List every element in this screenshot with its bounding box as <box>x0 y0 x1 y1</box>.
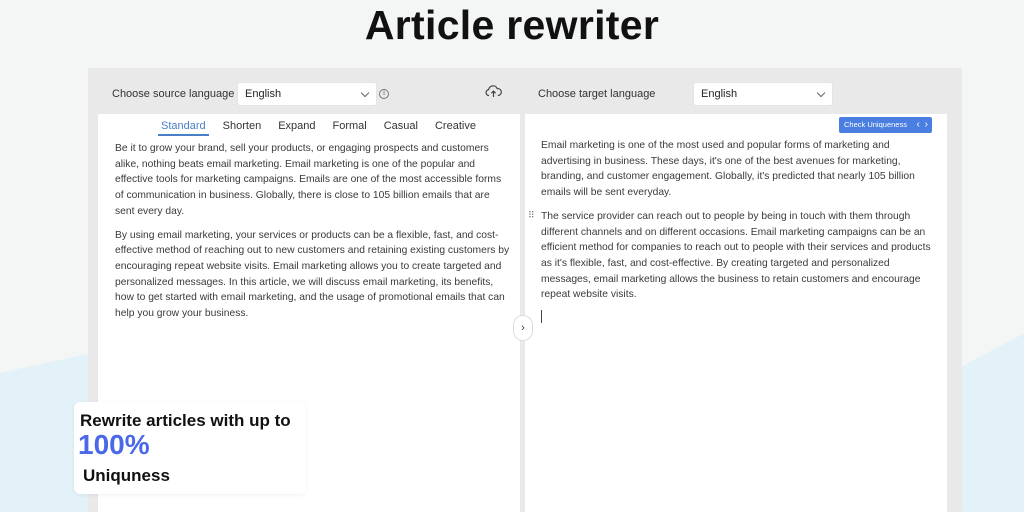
check-uniqueness-label: Check Uniqueness <box>844 120 907 129</box>
tab-expand[interactable]: Expand <box>278 120 316 132</box>
source-textarea[interactable] <box>115 141 510 330</box>
output-panel <box>525 114 947 512</box>
page-title: Article rewriter <box>364 2 660 48</box>
tab-shorten[interactable]: Shorten <box>222 120 262 132</box>
tab-standard[interactable]: Standard <box>158 119 209 136</box>
language-toolbar <box>88 68 962 114</box>
panel-toggle-button[interactable]: › <box>513 315 533 341</box>
output-paragraph: The service provider can reach out to people by being in touch with them through different channels and on different occasions. Email marketing campaigns can be an efficient method for companies to reach out to people with their services and products as it's flexible, fast, and cost-effective. By creating targeted and personalized messages, email marketing allows the business to retain customers and encourage repeat website visits. <box>541 210 931 301</box>
output-textarea[interactable] <box>541 138 935 311</box>
output-paragraph: Email marketing is one of the most used and popular forms of marketing and advertising in business. These days, it's one of the best avenues for marketing, branding, and customer engagement. Globally, it's predicted that nearly 105 billion emails will be sent everyday. <box>541 140 915 199</box>
promo-line-3: Uniquness <box>83 466 170 485</box>
source-paragraph: By using email marketing, your services or products can be a flexible, fast, and cost-effective method of reaching out to new customers and retaining existing customers by encouraging repeat website visits. Email marketing allows you to create targeted and personalized messages. In this article, we will discuss email marketing, its benefits, how to get started with email marketing, and the usage of promotional emails that can help you grow your business. <box>115 229 510 320</box>
drag-handle-icon[interactable]: ⠿ <box>528 210 535 220</box>
chevron-down-icon <box>361 89 369 97</box>
promo-card <box>74 402 306 494</box>
target-language-select[interactable] <box>693 82 833 106</box>
source-paragraph: Be it to grow your brand, sell your products, or engaging prospects and customers alike, nothing beats email marketing. Email marketing is one of the popular and effective tools for marketing campaigns. Emails are one of the most accessible forms of communication in business. Globally, there is close to 105 billion emails that are sent every day. <box>115 143 502 217</box>
promo-line-1: Rewrite articles with up to <box>80 411 291 430</box>
check-uniqueness-button[interactable] <box>839 117 932 133</box>
cloud-upload-icon[interactable] <box>485 84 502 98</box>
source-language-value: English <box>245 88 282 100</box>
tab-creative[interactable]: Creative <box>434 120 476 132</box>
source-language-label: Choose source language <box>112 88 235 100</box>
info-icon[interactable]: i <box>379 89 389 99</box>
mode-tabs <box>158 119 490 137</box>
chevron-down-icon <box>817 89 825 97</box>
target-language-value: English <box>701 88 738 100</box>
chevron-left-right-icon: ‹ › <box>916 119 929 130</box>
text-cursor <box>541 310 542 323</box>
target-language-label: Choose target language <box>538 88 656 100</box>
tab-casual[interactable]: Casual <box>383 120 418 132</box>
source-language-select[interactable] <box>237 82 377 106</box>
promo-percentage: 100% <box>78 429 150 460</box>
tab-formal[interactable]: Formal <box>332 120 367 132</box>
